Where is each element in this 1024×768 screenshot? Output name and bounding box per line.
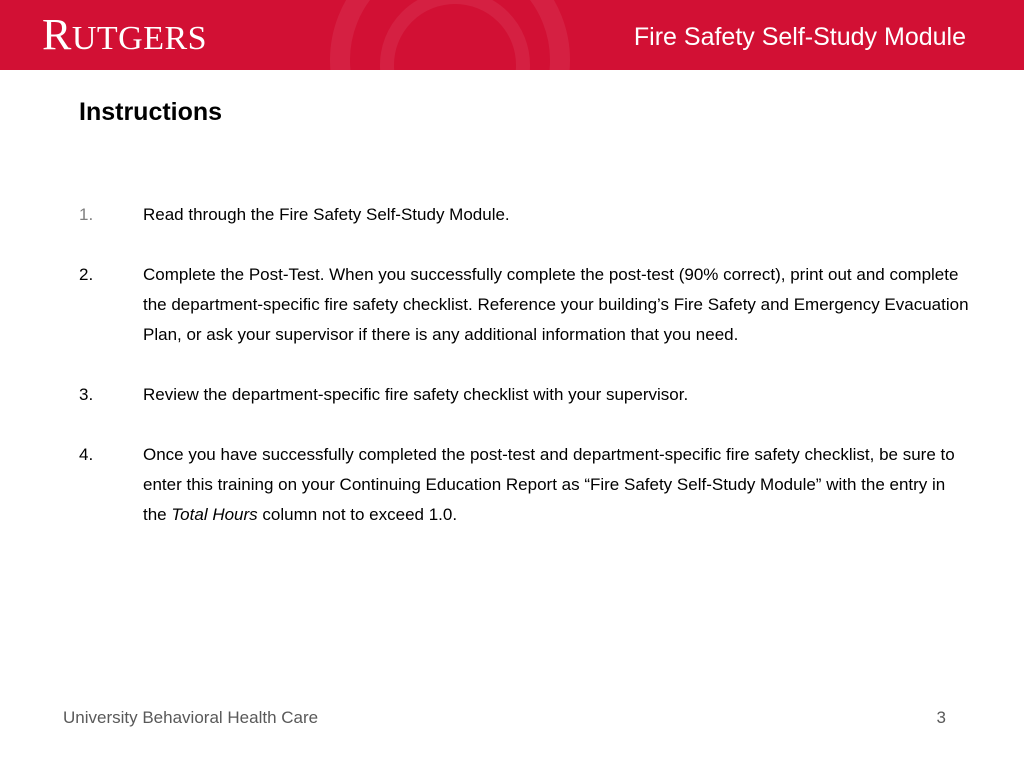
rutgers-logo [42, 12, 207, 62]
list-item [79, 440, 969, 530]
list-item [79, 380, 969, 410]
footer-organization: University Behavioral Health Care [63, 708, 319, 727]
item-text-before: Once you have successfully completed the post-test and department-specific fire safety checklist, be sure to enter this training on your Continuing Education Report as “Fire Safety Self-Study Module” with the entry in the [143, 445, 955, 524]
seal-watermark-inner [380, 0, 530, 70]
item-text [143, 440, 969, 530]
module-title: Fire Safety Self-Study Module [633, 23, 966, 51]
list-item [79, 200, 969, 230]
item-number: 1. [79, 205, 94, 224]
item-number: 2. [79, 265, 94, 284]
slide-title: Instructions [79, 98, 223, 126]
page-number: 3 [936, 708, 946, 727]
item-number: 4. [79, 445, 94, 464]
item-text-after: column not to exceed 1.0. [257, 505, 458, 524]
item-text: Review the department-specific fire safety checklist with your supervisor. [143, 385, 689, 404]
header-bar [0, 0, 1024, 70]
item-text-italic: Total Hours [171, 505, 258, 524]
item-text: Complete the Post-Test. When you successfully complete the post-test (90% correct), print out and complete the department-specific fire safety checklist. Reference your building’s Fire Safety and Emergency Evacuation Plan, or ask your supervisor if there is any additional information that you need. [143, 265, 969, 344]
instructions-list [79, 200, 969, 560]
logo-initial: R [42, 10, 72, 59]
list-item [79, 260, 969, 350]
item-text: Read through the Fire Safety Self-Study Module. [143, 205, 510, 224]
logo-rest: UTGERS [71, 20, 208, 57]
item-number: 3. [79, 385, 94, 404]
